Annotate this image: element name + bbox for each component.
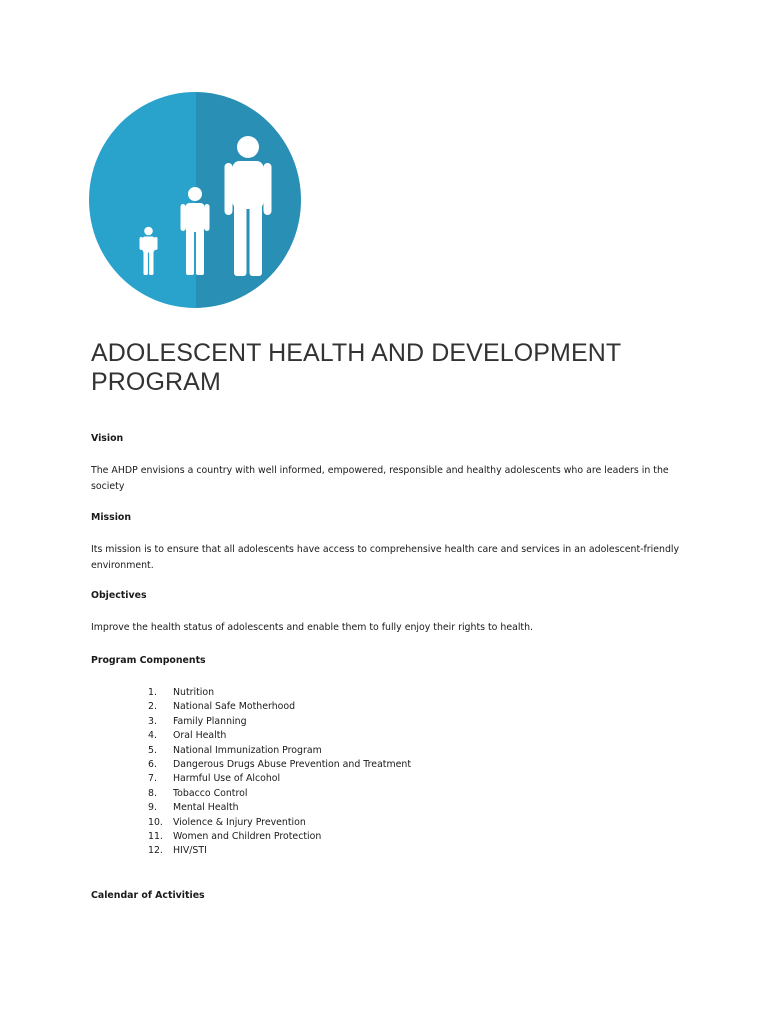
mission-text: Its mission is to ensure that all adolescents have access to comprehensive health care and services in an adolescent-friendly environment.: [91, 544, 680, 571]
list-item: 11. Women and Children Protection: [148, 830, 322, 842]
list-item: 7. Harmful Use of Alcohol: [148, 773, 281, 785]
logo-left-half: [89, 92, 196, 308]
list-item: 3. Family Planning: [148, 715, 247, 727]
objectives-heading: Objectives: [91, 590, 147, 601]
mission-heading: Mission: [91, 512, 132, 523]
list-item: 10. Violence & Injury Prevention: [148, 816, 306, 828]
list-item: 9. Mental Health: [148, 802, 239, 814]
program-components-heading: Program Components: [91, 655, 206, 666]
page-title: ADOLESCENT HEALTH AND DEVELOPMENT PROGRAM: [91, 339, 621, 396]
calendar-heading: Calendar of Activities: [91, 890, 205, 901]
program-components-list: [148, 686, 411, 859]
list-item: 8. Tobacco Control: [148, 787, 248, 799]
objectives-text: Improve the health status of adolescents and enable them to fully enjoy their rights to health.: [91, 622, 534, 633]
vision-text: The AHDP envisions a country with well informed, empowered, responsible and healthy adolescents who are leaders in the society: [91, 465, 669, 492]
list-item: 12. HIV/STI: [148, 845, 207, 857]
list-item: 1. Nutrition: [148, 687, 215, 698]
list-item: 6. Dangerous Drugs Abuse Prevention and Treatment: [148, 758, 412, 770]
family-growth-icon: [89, 92, 301, 308]
list-item: 4. Oral Health: [148, 730, 227, 742]
list-item: 2. National Safe Motherhood: [148, 701, 296, 713]
vision-heading: Vision: [91, 433, 124, 444]
list-item: 5. National Immunization Program: [148, 744, 322, 756]
